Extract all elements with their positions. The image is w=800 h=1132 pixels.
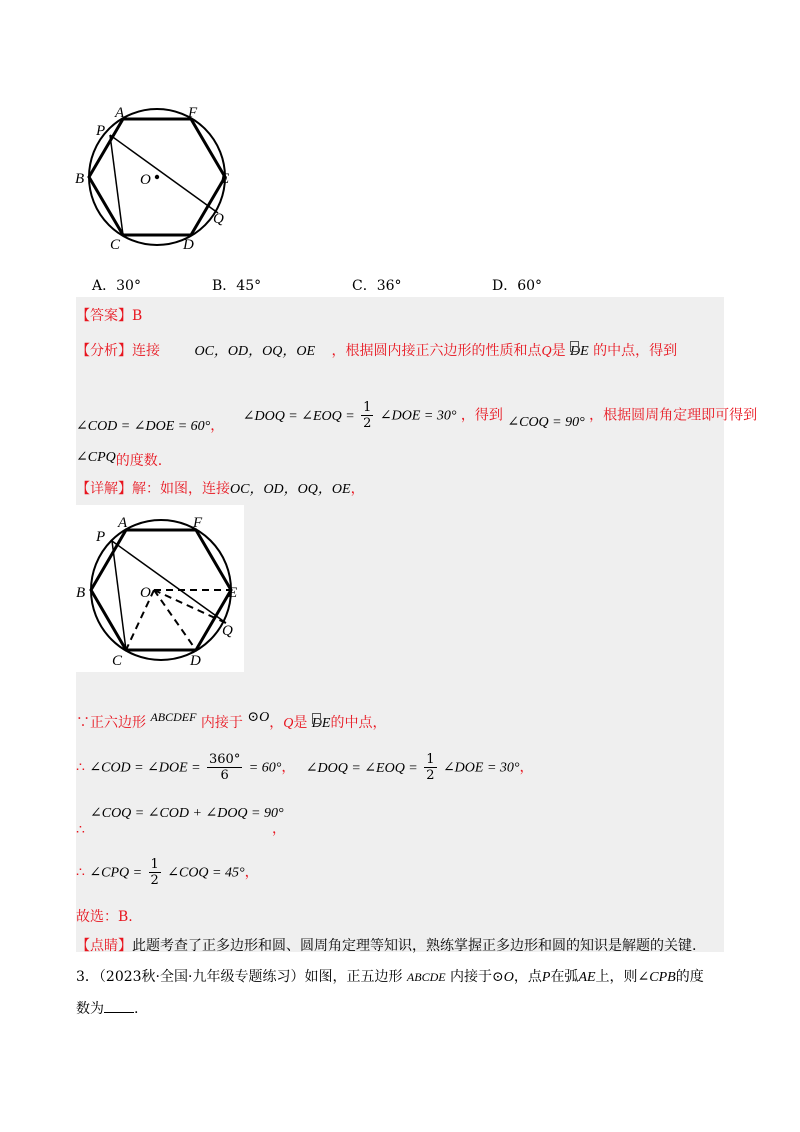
therefore-3: ∴ bbox=[76, 822, 85, 838]
label-d: D bbox=[183, 237, 194, 253]
detail-line: 【详解】解：如图，连接OC，OD，OQ，OE， bbox=[76, 481, 365, 497]
segment-pc bbox=[112, 541, 126, 650]
figure-hexagon-1 bbox=[70, 95, 245, 255]
arc-de: DE bbox=[311, 716, 331, 731]
answer-blank[interactable] bbox=[104, 998, 134, 1013]
label-b: B bbox=[76, 585, 86, 601]
segment-pq bbox=[110, 135, 218, 213]
option-b: B．45° bbox=[212, 278, 262, 294]
option-d: D．60° bbox=[492, 278, 543, 294]
solution-line-3: ∠COQ = ∠COD + ∠DOQ = 90° bbox=[90, 806, 284, 821]
comma-3: ， bbox=[272, 821, 286, 837]
center-dot bbox=[155, 175, 159, 179]
label-d: D bbox=[190, 653, 201, 669]
analysis-line-1: 【分析】连接 OC，OD，OQ，OE ，根据圆内接正六边形的性质和点Q是 DE 的中点，得到 bbox=[76, 343, 678, 359]
solution-line-4: ∴ ∠CPQ = $\frac{1}{2}$ ∠COQ = 45°， bbox=[76, 857, 259, 888]
label-f: F bbox=[193, 515, 203, 531]
solution-line-2: ∴ ∠COD = ∠DOE = $\frac{360^\circ}{6}$ = 60°， ∠DOQ = ∠EOQ = $\frac{1}{2}$ ∠DOE = 30°， bbox=[76, 752, 534, 783]
label-q: Q bbox=[213, 211, 224, 227]
question-3-line-1: 3．（2023秋·全国·九年级专题练习）如图，正五边形 ABCDE 内接于⊙O，点P在弧AE上，则∠CPB的度 bbox=[76, 969, 704, 985]
label-a: A bbox=[118, 515, 128, 531]
solution-line-1: ∵正六边形 ABCDEF 内接于 ⊙O，Q是 DE的中点， bbox=[76, 710, 387, 731]
option-a: A．30° bbox=[92, 278, 141, 294]
label-b: B bbox=[75, 171, 85, 187]
label-o: O bbox=[140, 585, 151, 601]
choose-line: 故选：B. bbox=[76, 909, 133, 925]
label-q: Q bbox=[222, 623, 233, 639]
label-c: C bbox=[110, 237, 121, 253]
label-o: O bbox=[140, 172, 151, 188]
answer-line: 【答案】B bbox=[76, 308, 143, 324]
label-c: C bbox=[112, 653, 123, 669]
label-p: P bbox=[96, 123, 106, 139]
segment-od bbox=[154, 590, 196, 650]
analysis-line-2: ∠COD = ∠DOE = 60°， ∠DOQ = ∠EOQ = $\frac{1}{2}$ ∠DOE = 30° ，得到 ∠COQ = 90° ，根据圆周角定理即可得到 bbox=[76, 400, 758, 434]
label-p: P bbox=[96, 529, 106, 545]
label-e: E bbox=[228, 585, 238, 601]
option-c: C．36° bbox=[352, 278, 402, 294]
comment-line: 【点睛】此题考查了正多边形和圆、圆周角定理等知识，熟练掌握正多边形和圆的知识是解题的关键. bbox=[76, 938, 697, 954]
arc-de: DE bbox=[570, 344, 589, 359]
label-e: E bbox=[220, 171, 230, 187]
analysis-line-3: ∠CPQ的度数. bbox=[76, 450, 163, 469]
label-a: A bbox=[115, 105, 125, 121]
figure-hexagon-2 bbox=[76, 505, 244, 672]
label-f: F bbox=[188, 105, 198, 121]
question-3-line-2: 数为 . bbox=[76, 998, 138, 1018]
segment-pc bbox=[110, 135, 123, 235]
